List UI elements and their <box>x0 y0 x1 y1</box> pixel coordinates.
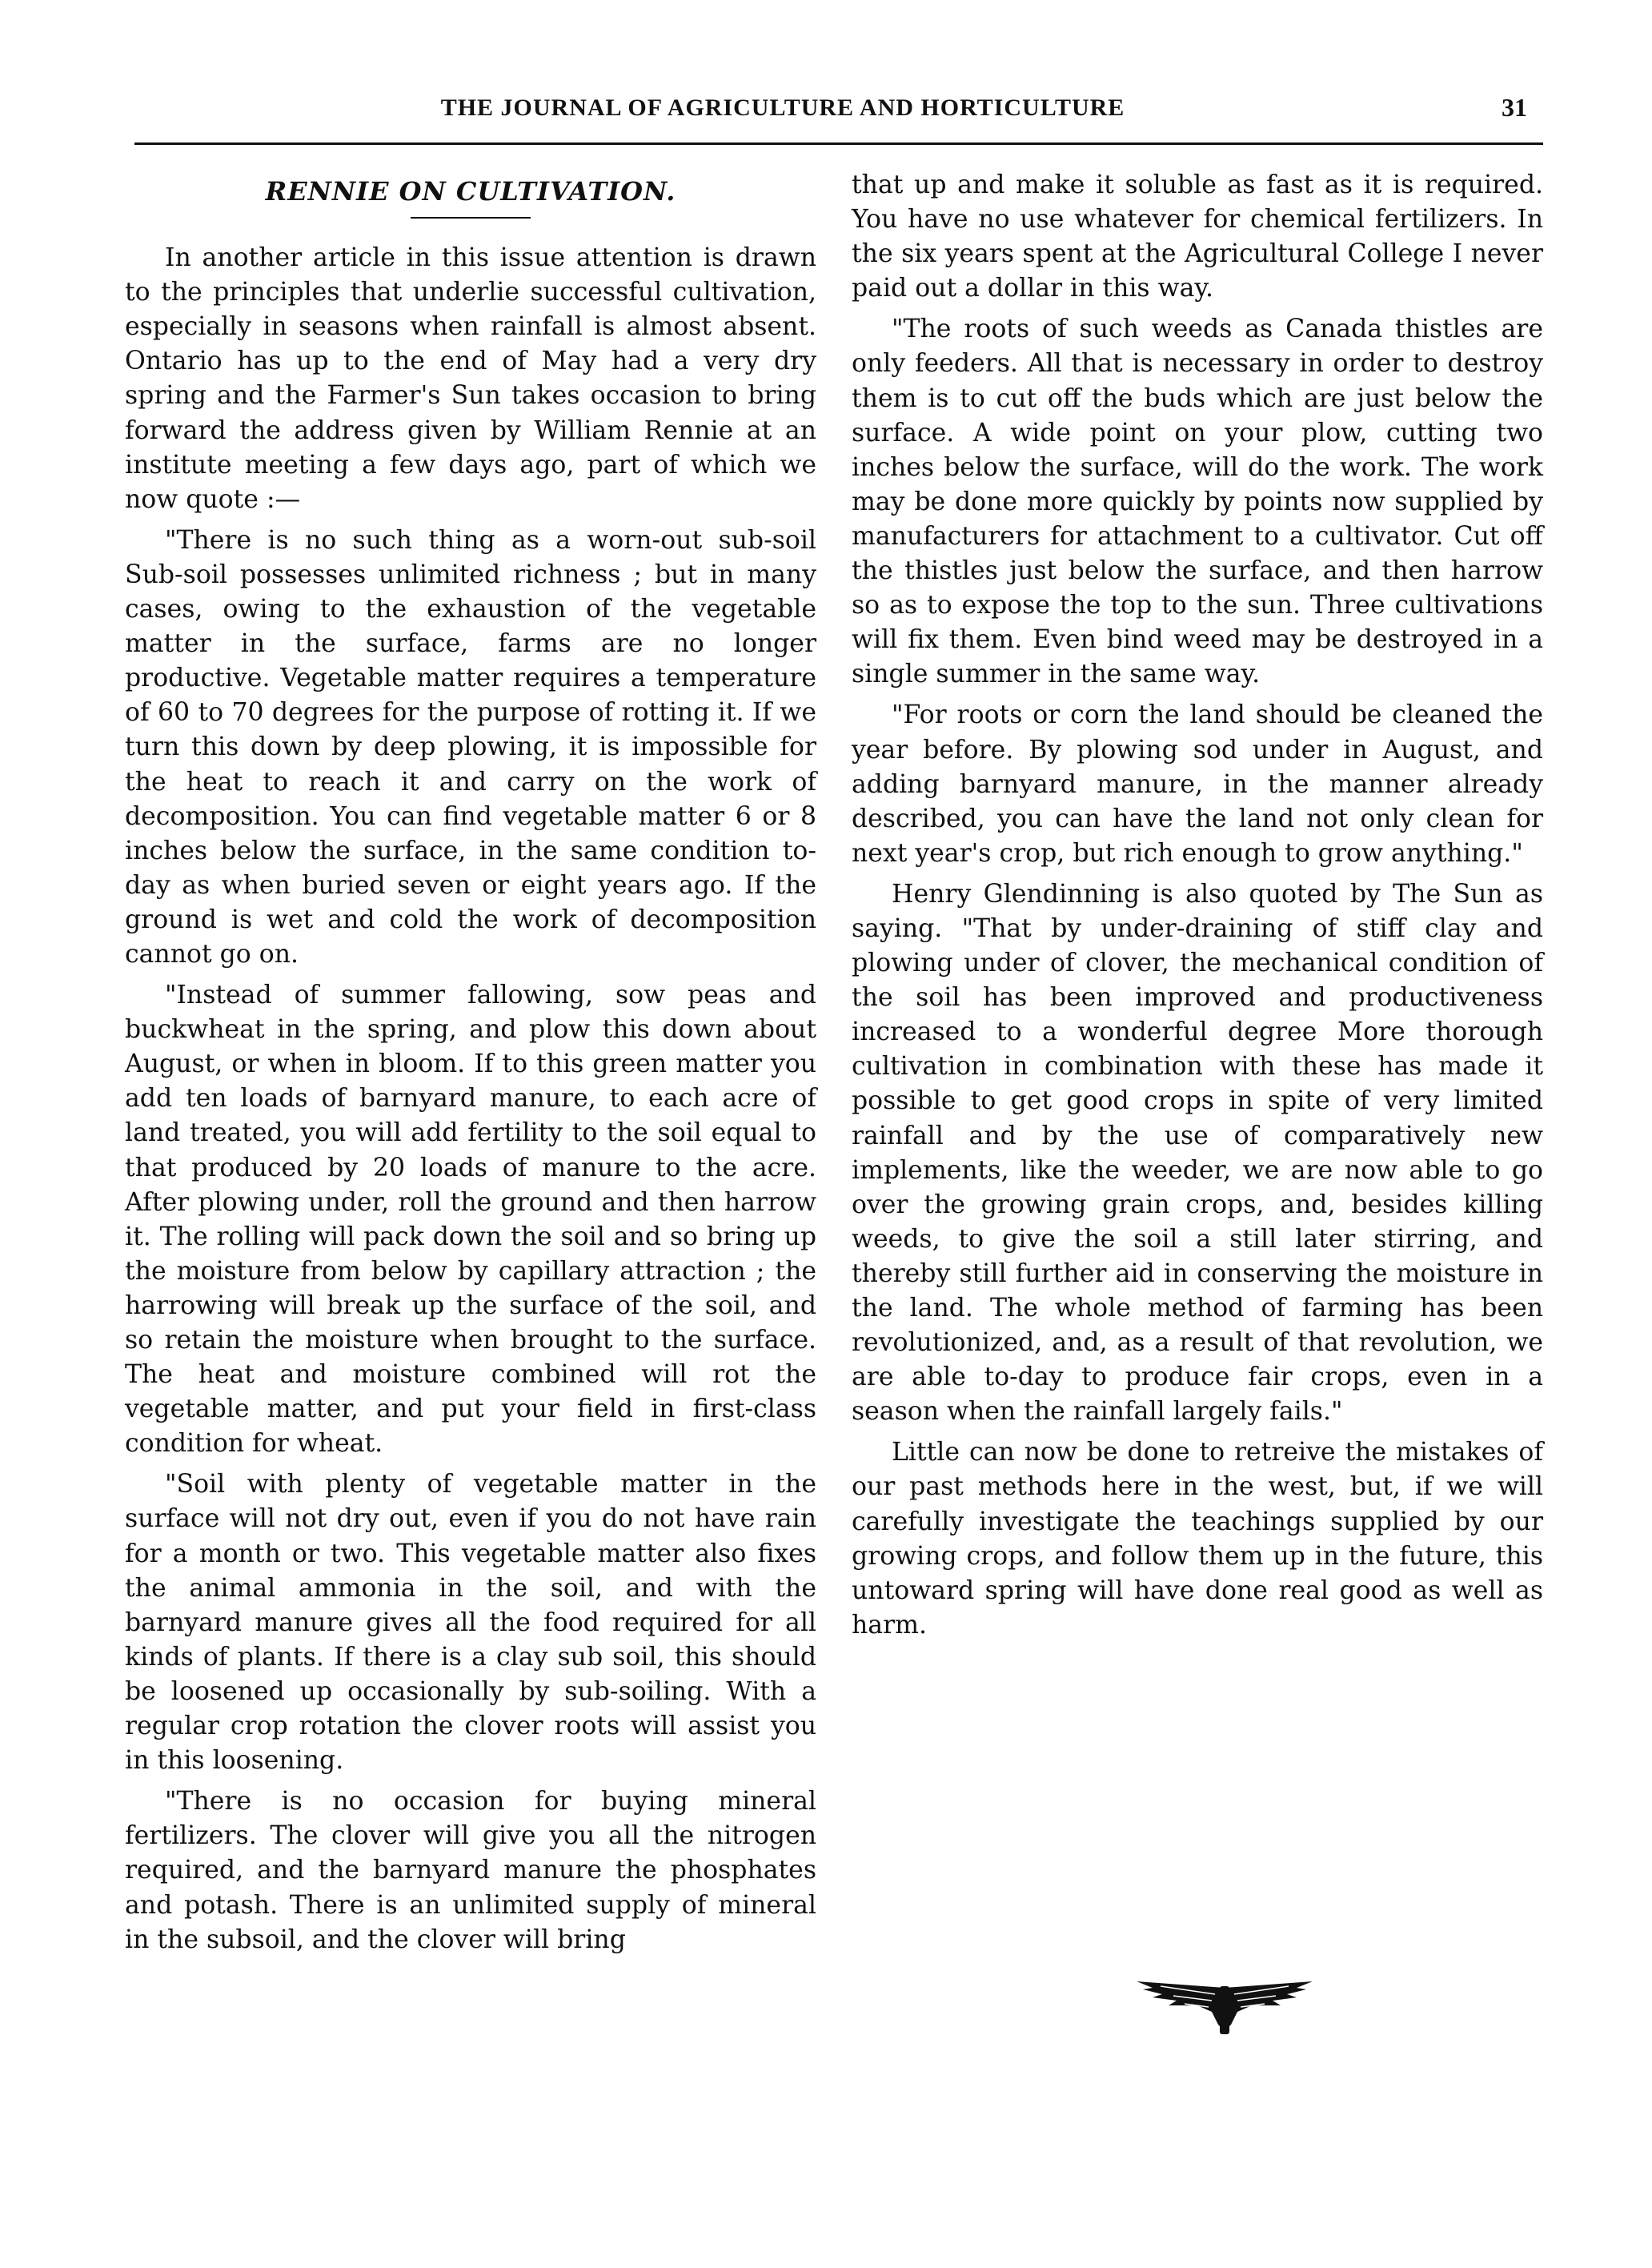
running-head <box>134 86 1543 145</box>
paragraph: "There is no such thing as a worn-out sub-soil Sub-soil possesses unlimited richness ; but in many cases, owing to the exhaustion of the vegetable matter in the surface, farms are no longer productive. Vegetable matter requires a temperature of 60 to 70 degrees for the purpose of rotting it. If we turn this down by deep plowing, it is impossible for the heat to reach it and carry on the work of decomposition. You can find vegetable matter 6 or 8 inches below the surface, in the same condition to-day as when buried seven or eight years ago. If the ground is wet and cold the work of decomposition cannot go on. <box>125 525 816 969</box>
paragraph: "The roots of such weeds as Canada thistles are only feeders. All that is necessary in order to destroy them is to cut off the buds which are just below the surface. A wide point on your plow, cutting two inches below the surface, will do the work. The work may be done more quickly by points now supplied by manufacturers for attachment to a cultivator. Cut off the thistles just below the surface, and then harrow so as to expose the top to the sun. Three cultivations will fix them. Even bind weed may be destroyed in a single summer in the same way. <box>852 315 1543 689</box>
paragraph: Little can now be done to retreive the mistakes of our past methods here in the west, but, if we will carefully investigate the teachings supplied by our growing crops, and follow them up in the future, this untoward spring will have done real good as well as harm. <box>852 1438 1543 1640</box>
paragraph: "Instead of summer fallowing, sow peas and buckwheat in the spring, and plow this down about August, or when in bloom. If to this green matter you add ten loads of barnyard manure, to each acre of land treated, you will add fertility to the soil equal to that produced by 20 loads of manure to the acre. After plowing under, roll the ground and then harrow it. The rolling will pack down the soil and so bring up the moisture from below by capillary attraction ; the harrowing will break up the surface of the soil, and so retain the moisture when brought to the surface. The heat and moisture combined will rot the vegetable matter, and put your field in first-class condition for wheat. <box>125 981 816 1459</box>
title-rule <box>411 217 531 219</box>
winged-ornament-icon <box>1129 1965 1321 2037</box>
left-column <box>125 168 816 1964</box>
paragraph: that up and make it soluble as fast as it is required. You have no use whatever for chemical fertilizers. In the six years spent at the Agricultural College I never paid out a dollar in this way. <box>852 171 1543 303</box>
article-title: RENNIE ON CULTIVATION. <box>265 176 676 207</box>
paragraph: Henry Glendinning is also quoted by The Sun as saying. "That by under-draining of stiff clay and plowing under of clover, the mechanical condition of the soil has been improved and productiveness increased to a wonderful degree More thorough cultivation in combination with these has made it possible to get good crops in spite of very limited rainfall and by the use of comparatively new implements, like the weeder, we are now able to go over the growing grain crops, and, besides killing weeds, to give the soil a still later stirring, and thereby still further aid in conserving the moisture in the land. The whole method of farming has been revolutionized, and, as a result of that revolution, we are able to-day to produce fair crops, even in a season when the rainfall largely fails." <box>852 879 1543 1427</box>
right-column <box>852 168 1543 1649</box>
paragraph: In another article in this issue attention is drawn to the principles that underlie successful cultivation, especially in seasons when rainfall is almost absent. Ontario has up to the end of May had a very dry spring and the Farmer's Sun takes occasion to bring forward the address given by William Rennie at an institute meeting a few days ago, part of which we now quote :— <box>125 243 816 514</box>
page-number: 31 <box>1502 93 1527 122</box>
paragraph: "Soil with plenty of vegetable matter in the surface will not dry out, even if you do not have rain for a month or two. This vegetable matter also fixes the animal ammonia in the soil, and with the barnyard manure gives all the food required for all kinds of plants. If there is a clay sub soil, this should be loosened up occasionally by sub-soiling. With a regular crop rotation the clover roots will assist you in this loosening. <box>125 1470 816 1776</box>
paragraph: "For roots or corn the land should be cleaned the year before. By plowing sod under in August, and adding barnyard manure, in the manner already described, you can have the land not only clean for next year's crop, but rich enough to grow anything." <box>852 700 1543 868</box>
journal-title: THE JOURNAL OF AGRICULTURE AND HORTICULTURE <box>440 94 1125 121</box>
paragraph: "There is no occasion for buying mineral fertilizers. The clover will give you all the nitrogen required, and the barnyard manure the phosphates and potash. There is an unlimited supply of mineral in the subsoil, and the clover will bring <box>125 1787 816 1954</box>
